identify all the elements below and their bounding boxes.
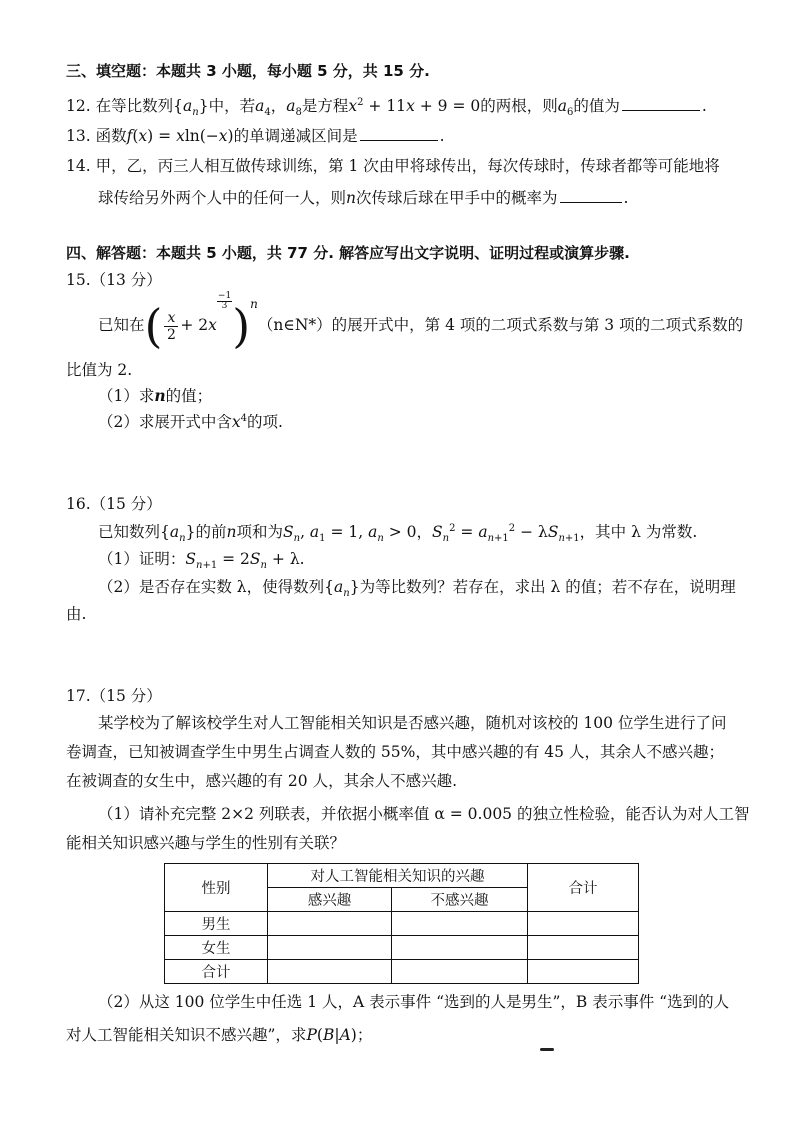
question-16-intro: 已知数列$\{a_n\}$的前n项和为$S_n$, $a_1 = 1$, $a_n > 0$，$S_n^2 = a_{n+1}^2 - \lambda S_{n+1}$，其中 λ 为常数.	[98, 522, 698, 545]
cell-male-total[interactable]	[528, 912, 639, 936]
q12-text-c: 是方程	[301, 97, 349, 115]
q17-para3: 在被调查的女生中，感兴趣的有 20 人，其余人不感兴趣.	[66, 772, 458, 790]
table-row	[165, 936, 639, 960]
q15-part-1: （1）求n的值；	[98, 386, 213, 405]
q15-intro: 已知在	[98, 316, 145, 334]
q15-part-2: （2）求展开式中含$x^4$的项.	[98, 412, 283, 431]
q14-line1: 甲，乙，丙三人相互做传球训练，第 1 次由甲将球传出，每次传球时，传球者都等可能地将	[95, 157, 720, 175]
question-15-intro	[98, 291, 744, 353]
q13-answer-blank[interactable]	[360, 124, 438, 141]
q13-text-b: 的单调递减区间是	[233, 127, 358, 145]
q12-text-e: 的值为	[573, 97, 620, 115]
header-total: 合计	[528, 864, 639, 912]
cell-total-interested[interactable]	[268, 960, 392, 984]
q14-answer-blank[interactable]	[560, 186, 622, 203]
cell-female-interested[interactable]	[268, 936, 392, 960]
q12-text-a: 在等比数列	[95, 97, 174, 115]
cell-male-interested[interactable]	[268, 912, 392, 936]
q17-part-2b: 对人工智能相关知识不感兴趣”，求P(B|A)；	[66, 1026, 373, 1044]
table-row	[165, 960, 639, 984]
q15-line2: 比值为 2.	[66, 361, 133, 379]
scan-mark	[540, 1048, 554, 1051]
q13-text-a: 函数	[95, 127, 127, 145]
q17-number: 17.（15 分）	[66, 687, 162, 705]
q17-part-1a: （1）请补充完整 2×2 列联表，并依据小概率值 α = 0.005 的独立性检验，能否认为对人工智	[98, 805, 750, 823]
q12-text-d: 的两根，则	[480, 97, 558, 115]
row-label-female: 女生	[165, 936, 268, 960]
q15-condition: （n∈N*）的展开式中，第 4 项的二项式系数与第 3 项的二项式系数的	[257, 316, 744, 334]
q16-part-1: （1）证明：$S_{n+1} = 2S_n + \lambda$.	[98, 550, 305, 572]
q16-part-2: （2）是否存在实数 λ，使得数列$\{a_n\}$为等比数列？若存在，求出 λ 的值；若不存在，说明理	[98, 578, 736, 600]
cell-total-not-interested[interactable]	[392, 960, 528, 984]
q16-number: 16.（15 分）	[66, 495, 162, 513]
q17-para1: 某学校为了解该校学生对人工智能相关知识是否感兴趣，随机对该校的 100 位学生进行了问	[98, 714, 727, 732]
cell-female-not-interested[interactable]	[392, 936, 528, 960]
q17-part-2a: （2）从这 100 位学生中任选 1 人，A 表示事件 “选到的人是男生”，B 表示事件 “选到的人	[98, 993, 730, 1011]
q14-number: 14.	[66, 157, 91, 175]
header-not-interested: 不感兴趣	[392, 888, 528, 912]
header-interest: 对人工智能相关知识的兴趣	[268, 864, 528, 888]
q12-a6: $a_6$	[557, 97, 574, 119]
q13-function: f(x) = xln(−x)	[126, 127, 234, 145]
q17-para2: 卷调查，已知被调查学生中男生占调查人数的 55%，其中感兴趣的有 45 人，其余人不感兴趣；	[66, 743, 724, 761]
header-interested: 感兴趣	[268, 888, 392, 912]
q16-part-2-end: 由.	[66, 605, 87, 623]
table-row	[165, 912, 639, 936]
contingency-table	[164, 863, 639, 984]
question-12: 12. 在等比数列$\{a_n\}$中，若$a_4$，$a_8$是方程$x^2 + 11x + 9 = 0$的两根，则$a_6$的值为 .	[66, 94, 707, 117]
q12-number: 12.	[66, 97, 91, 115]
question-13: 13. 函数f(x) = xln(−x)的单调递减区间是 .	[66, 124, 445, 147]
section-3-header: 三、填空题：本题共 3 小题，每小题 5 分，共 15 分.	[66, 62, 430, 80]
row-label-male: 男生	[165, 912, 268, 936]
section-4-header: 四、解答题：本题共 5 小题，共 77 分. 解答应写出文字说明、证明过程或演算步骤.	[66, 244, 630, 262]
q17-part-1b: 能相关知识感兴趣与学生的性别有关联？	[66, 834, 346, 852]
q12-text-b: 中，若	[208, 97, 256, 115]
q15-binomial: ( $\frac{x}{2}$ + 2x $\frac{-1}{3}$ )$^n$	[144, 291, 258, 353]
q12-answer-blank[interactable]	[622, 94, 700, 111]
q14-line2-a: 球传给另外两个人中的任何一人，则	[98, 189, 347, 207]
header-gender: 性别	[165, 864, 268, 912]
cell-female-total[interactable]	[528, 936, 639, 960]
q15-number: 15.（13 分）	[66, 271, 162, 289]
row-label-total: 合计	[165, 960, 268, 984]
cell-grand-total[interactable]	[528, 960, 639, 984]
q12-equation: $x^2 + 11x + 9 = 0$	[348, 96, 481, 115]
q12-terms: $a_4$，$a_8$	[255, 97, 302, 119]
question-14-line2: 球传给另外两个人中的任何一人，则n次传球后球在甲手中的概率为 .	[98, 186, 628, 209]
cell-male-not-interested[interactable]	[392, 912, 528, 936]
q14-line2-b: 次传球后球在甲手中的概率为	[356, 189, 558, 207]
q12-seq: $\{a_n\}$	[173, 97, 209, 119]
q13-number: 13.	[66, 127, 91, 145]
q16-conditions: $S_n$, $a_1 = 1$, $a_n > 0$，$S_n^2 = a_{n+1}^2 - \lambda S_{n+1}$	[282, 522, 580, 545]
question-14	[66, 155, 720, 177]
